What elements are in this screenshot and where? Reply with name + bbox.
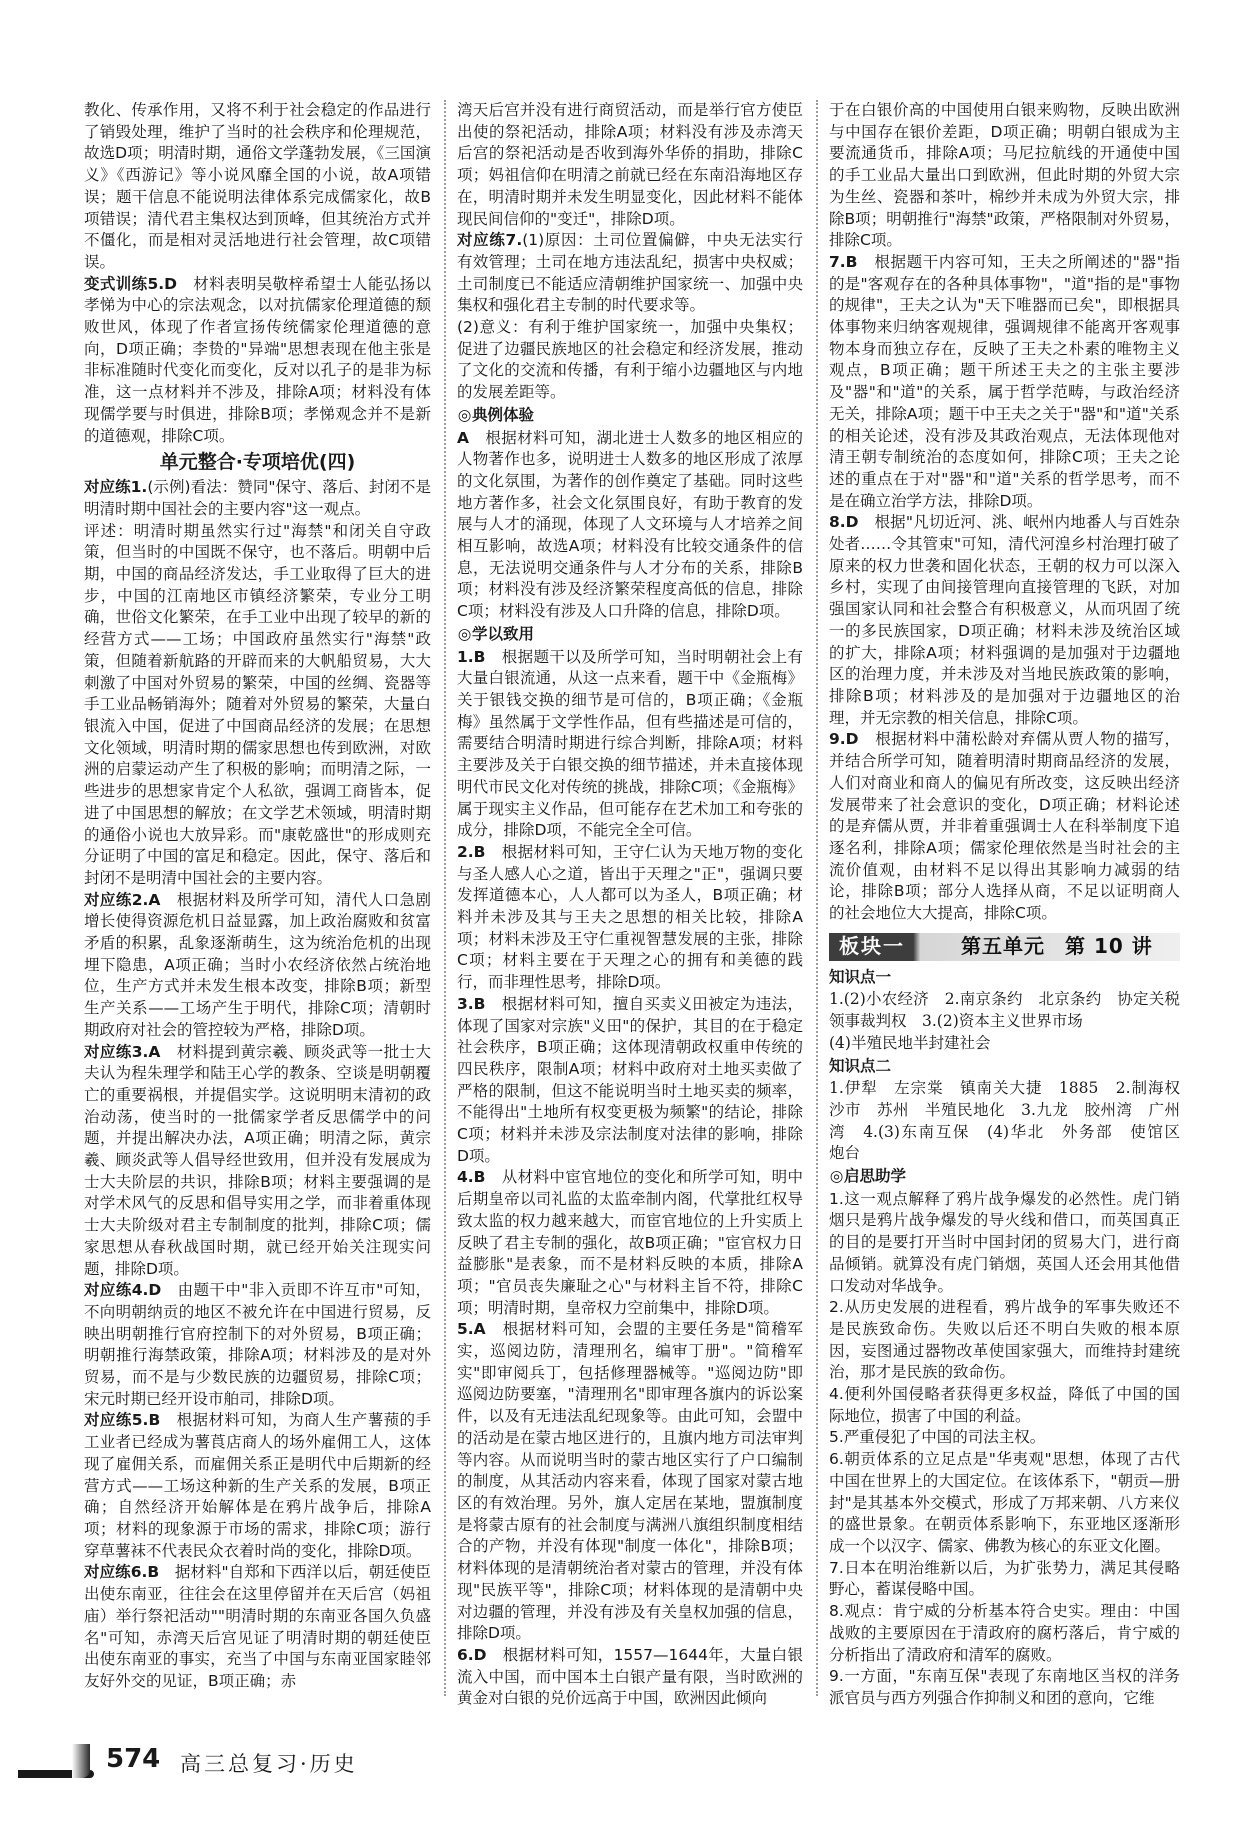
- column-divider: [444, 100, 446, 1696]
- fill-answers: (4)半殖民地半封建社会: [829, 1033, 991, 1052]
- answer-label: 对应练5.B: [84, 1411, 161, 1430]
- answer-item: [84, 1042, 431, 1281]
- answer-label: 3.B: [457, 994, 486, 1013]
- answer-item: [84, 890, 431, 1042]
- answer-text: 根据材料可知，王守仁认为天地万物的变化与圣人感人心之道，皆出于天理之"正"，强调只要发挥道德本心，人人都可以为圣人，B项正确；材料并未涉及其与王夫之思想的相关比较，排除A项；材料未涉及王守仁重视智慧发展的主张，排除C项；材料主要在于天理之心的拥有和美德的践行，而非理性思考，排除D项。: [457, 842, 803, 992]
- answer-label: 对应练1.: [84, 478, 148, 497]
- paragraph: 教化、传承作用，又将不利于社会稳定的作品进行了销毁处理，维护了当时的社会秩序和伦理规范，故选D项；明清时期，通俗文学蓬勃发展，《三国演义》《西游记》等小说风靡全国的小说，故A项错误；题干信息不能说明法律体系完成儒家化，故B项错误；清代君主集权达到顶峰，但其统治方式并不僵化，而是相对灵活地进行社会管理，故C项错误。: [84, 101, 431, 271]
- fill-answers: 1.伊犁 左宗棠 镇南关大捷 1885 2.制海权 沙市 苏州 半殖民地化 3.九龙 胶州湾 广州湾 4.(3)东南互保 (4)华北 外务部 使馆区 炮台: [829, 1079, 1196, 1163]
- answer-item: [457, 994, 803, 1168]
- answer-label: 对应练6.B: [84, 1563, 160, 1582]
- answer-item: [457, 428, 803, 623]
- answer-item: [84, 477, 431, 520]
- answer-label: 对应练4.D: [84, 1281, 162, 1300]
- answer-column-middle: [457, 100, 803, 1708]
- answer-text: 根据题干以及所学可知，当时明朝社会上有大量白银流通，从这一点来看，题干中《金瓶梅》关于银钱交换的细节是可信的，B项正确；《金瓶梅》虽然属于文学性作品，但有些描述是可信的，需要结合明清时期进行综合判断，排除A项；材料主要涉及关于白银交换的细节描述，并未直接体现明代市民文化对传统的挑战，排除C项；《金瓶梅》属于现实主义作品，但可能存在艺术加工和夸张的成分，排除D项，不能完全全可信。: [457, 647, 803, 840]
- ring-bullet-icon: ◎: [829, 1167, 844, 1186]
- answer-text: 由题干中"非入贡即不许互市"可知，不向明朝纳贡的地区不被允许在中国进行贸易，反映出明朝推行官府控制下的对外贸易，B项正确；明朝推行海禁政策，排除A项；材料涉及的是对外贸易，而不是与少数民族的边疆贸易，排除C项；宋元时期已经开设市舶司，排除D项。: [84, 1281, 431, 1408]
- answer-text: 根据材料可知，为商人生产薯蓣的手工业者已经成为薯莨店商人的场外雇佣工人，这体现了雇佣关系，而雇佣关系正是明代中后期新的经营方式——工场这种新的生产关系的发展，B项正确；自然经济开始解体是在鸦片战争后，排除A项；材料的现象源于市场的需求，排除C项；游行穿草薯袜不代表民众衣着时尚的变化，排除D项。: [84, 1411, 431, 1560]
- unit-label: 第五单元: [961, 933, 1045, 958]
- answer-item: 9.一方面，"东南互保"表现了东南地区当权的洋务派官员与西方列强合作抑制义和团的意向，它维: [829, 1667, 1180, 1707]
- answer-label: A: [457, 428, 469, 447]
- answer-label: 变式训练5.D: [84, 274, 178, 293]
- knowledge-heading: 知识点一: [829, 967, 892, 986]
- page-number: 574: [106, 1744, 161, 1774]
- answer-text: (示例)看法：赞同"保守、落后、封闭不是明清时期中国社会的主要内容"这一观点。: [84, 478, 431, 518]
- answer-item: [457, 1645, 803, 1710]
- answer-column-right: [829, 100, 1196, 1707]
- answer-text: 据材料"自郑和下西洋以后，朝廷使臣出使东南亚，往往会在这里停留并在天后宫（妈祖庙）举行祭祀活动""明清时期的东南亚各国久负盛名"可知，赤湾天后宫见证了明清时期的朝廷使臣出使东南亚的事实，充当了中国与东南亚国家睦邻友好外交的见证，B项正确；赤: [84, 1563, 431, 1690]
- answer-item: [457, 842, 803, 994]
- answer-item: [84, 1562, 431, 1692]
- answer-item: 2.从历史发展的进程看，鸦片战争的军事失败还不是民族致命伤。失败以后还不明白失败的根本原因，妄图通过器物改革使国家强大，而维持封建统治，那才是民族的致命伤。: [829, 1298, 1180, 1382]
- section-heading: ◎学以致用: [457, 624, 803, 646]
- paragraph: (2)意义：有利于维护国家统一，加强中央集权；促进了边疆民族地区的社会稳定和经济发展，推动了文化的交流和传播，有利于缩小边疆地区与内地的发展差距等。: [457, 318, 803, 402]
- answer-item: [457, 230, 803, 317]
- page-footer: [18, 1744, 418, 1788]
- answer-item: [457, 647, 803, 842]
- answer-item: [84, 1410, 431, 1562]
- answer-text: 根据材料可知，会盟的主要任务是"简稽军实，巡阅边防，清理刑名，编审丁册"。"简稽军实"即审阅兵丁，包括修理器械等。"巡阅边防"即巡阅边防要塞，"清理刑名"即审理各旗内的诉讼案件，以及有无违法乱纪现象等。由此可知，会盟中的活动是在蒙古地区进行的，且旗内地方司法审判等内容。从而说明当时的蒙古地区实行了户口编制的制度，从其活动内容来看，体现了国家对蒙古地区的有效治理。另外，旗人定居在某地，盟旗制度是将蒙古原有的社会制度与满洲八旗组织制度相结合的产物，并没有体现"制度一体化"，排除B项；材料体现的是清朝统治者对蒙古的管理，并没有体现"民族平等"，排除C项；材料体现的是清朝中央对边疆的管理，并没有涉及有关皇权加强的信息，排除D项。: [457, 1320, 803, 1643]
- answer-item: 6.朝贡体系的立足点是"华夷观"思想，体现了古代中国在世界上的大国定位。在该体系下，"朝贡—册封"是其基本外交模式，形成了万邦来朝、八方来仪的盛世景象。在朝贡体系影响下，东亚地区逐渐形成一个以汉字、儒家、佛教为核心的东亚文化圈。: [829, 1450, 1180, 1555]
- knowledge-heading: 知识点二: [829, 1056, 892, 1075]
- answer-text: 根据材料及所学可知，清代人口急剧增长使得资源危机日益显露，加上政治腐败和贫富矛盾的积累，乱象逐渐萌生，这为统治危机的出现埋下隐患，A项正确；当时小农经济依然占统治地位，生产方式并未发生根本改变，排除B项；新型生产关系——工场产生于明代，排除C项；清朝时期政府对社会的管控较为严格，排除D项。: [84, 890, 431, 1039]
- answer-item: 5.严重侵犯了中国的司法主权。: [829, 1428, 1046, 1447]
- answer-text: 从材料中宦官地位的变化和所学可知，明中后期皇帝以司礼监的太监牵制内阁，代掌批红权导致太监的权力越来越大，而宦官地位的上升实质上反映了君主专制的强化，故B项正确；"宦官权力日益膨胀"是表象，而不是材料反映的本质，排除A项；"官员丧失廉耻之心"与材料主旨不符，排除C项；明清时期，皇帝权力空前集中，排除D项。: [457, 1168, 803, 1317]
- answer-label: 6.D: [457, 1645, 487, 1664]
- ring-bullet-icon: ◎: [457, 405, 472, 424]
- answer-text: (1)原因：土司位置偏僻，中央无法实行有效管理；土司在地方违法乱纪，损害中央权威；土司制度已不能适应清朝维护国家统一、加强中央集权和强化君主专制的时代要求等。: [457, 231, 803, 315]
- paragraph: 评述：明清时期虽然实行过"海禁"和闭关自守政策，但当时的中国既不保守，也不落后。明朝中后期，中国的商品经济发达，手工业取得了巨大的进步，中国的江南地区市镇经济繁荣，专业分工明确，世俗文化繁荣，在手工业中出现了较早的新的经营方式——工场；中国政府虽然实行"海禁"政策，但随着新航路的开辟而来的大帆船贸易，大大刺激了中国对外贸易的繁荣，中国的丝绸、瓷器等手工业品畅销海外；随着对外贸易的繁荣，大量白银流入中国，促进了中国商品经济的发展；在思想文化领域，明清时期的儒家思想也传到欧洲，对欧洲的启蒙运动产生了积极的影响；而明清之际，一些进步的思想家肯定个人私欲，强调工商皆本，促进了中国思想的解放；在文学艺术领域，明清时期的通俗小说也大放异彩。而"康乾盛世"的形成则充分证明了中国的富足和稳定。因此，保守、落后和封闭不是明清中国社会的主要内容。: [84, 521, 431, 887]
- answer-item: 7.日本在明治维新以后，为扩张势力，满足其侵略野心，蓄谋侵略中国。: [829, 1558, 1180, 1599]
- fill-answers: 1.(2)小农经济 2.南京条约 北京条约 协定关税 领事裁判权 3.(2)资本主义世界市场: [829, 990, 1196, 1031]
- answer-label: 2.B: [457, 842, 486, 861]
- lecture-label: 第 10 讲: [1065, 933, 1153, 958]
- answer-text: 根据"凡切近河、洮、岷州内地番人与百姓杂处者……令其管束"可知，清代河湟乡村治理打破了原来的权力世袭和固化状态，王朝的权力可以深入乡村，实现了由间接管理向直接管理的飞跃，对加强国家认同和社会整合有积极意义，从而巩固了统一的多民族国家，D项正确；材料未涉及统治区域的扩大，排除A项；材料强调的是加强对于边疆地区的治理力度，并未涉及对当地民族政策的影响，排除B项；材料涉及的是加强对于边疆地区的治理，并无宗教的相关信息，排除C项。: [829, 513, 1180, 727]
- paragraph: 于在白银价高的中国使用白银来购物，反映出欧洲与中国存在银价差距，D项正确；明朝白银成为主要流通货币，排除A项；马尼拉航线的开通使中国的手工业品大量出口到欧洲，但此时期的外贸大宗为生丝、瓷器和茶叶，棉纱并未成为外贸大宗，排除B项；明朝推行"海禁"政策，严格限制对外贸易，排除C项。: [829, 101, 1180, 250]
- answer-text: 材料表明吴敬梓希望士人能弘扬以孝悌为中心的宗法观念，以对抗儒家伦理道德的颓败世风，体现了作者宣扬传统儒家伦理道德的意向，D项正确；李贽的"异端"思想表现在他主张是非标准随时代变化而变化，反对以孔子的是非为标准，这一点材料并不涉及，排除A项；材料没有体现儒学要与时俱进，排除B项；孝悌观念并不是新的道德观，排除C项。: [84, 274, 431, 445]
- answer-item: [829, 252, 1180, 512]
- answer-item: [829, 729, 1180, 924]
- section-heading: ◎启思助学: [829, 1166, 1180, 1188]
- answer-label: 对应练3.A: [84, 1042, 161, 1061]
- answer-item: [84, 274, 431, 448]
- answer-item: [829, 512, 1180, 729]
- answer-label: 8.D: [829, 513, 859, 532]
- paragraph: 湾天后宫并没有进行商贸活动，而是举行官方使臣出使的祭祀活动，排除A项；材料没有涉及赤湾天后宫的祭祀活动是否收到海外华侨的捐助，排除C项；妈祖信仰在明清之前就已经在东南沿海地区存在，明清时期并未发生明显变化，因此材料不能体现民间信仰的"变迁"，排除D项。: [457, 101, 803, 228]
- unit-title: 单元整合·专项培优(四): [159, 451, 356, 474]
- answer-label: 5.A: [457, 1320, 486, 1339]
- answer-text: 根据材料中蒲松龄对弃儒从贾人物的描写，并结合所学可知，随着明清时期商品经济的发展，人们对商业和商人的偏见有所改变，这反映出经济发展带来了社会意识的变化，D项正确；材料论述的是弃儒从贾，并非着重强调士人在科举制度下追逐名利，排除A项；儒家伦理依然是当时社会的主流价值观，由材料不足以得出其影响力减弱的结论，排除B项；部分人选择从商，不足以证明商人的社会地位大大提高，排除C项。: [829, 730, 1180, 923]
- answer-text: 材料提到黄宗羲、顾炎武等一批士大夫认为程朱理学和陆王心学的教条、空谈是明朝覆亡的重要祸根，并提倡实学。这说明明末清初的政治动荡，使当时的一批儒家学者反思儒学中的问题，并提出解决办法，A项正确；明清之际，黄宗羲、顾炎武等人倡导经世致用，但并没有发展成为士大夫阶层的共识，排除B项；材料主要强调的是对学术风气的反思和倡导实用之学，而非着重体现士大夫阶级对君主专制制度的批判，排除C项；儒家思想从春秋战国时期，就已经开始关注现实问题，排除D项。: [84, 1042, 431, 1278]
- answer-label: 1.B: [457, 647, 486, 666]
- answer-text: 根据材料可知，湖北进士人数多的地区相应的人物著作也多，说明进士人数多的地区形成了浓厚的文化氛围，为著作的创作奠定了基础。同时这些地方著作多，社会文化氛围良好，有助于教育的发展与人才的涌现，体现了人文环境与人才培养之间相互影响，故选A项；材料没有比较交通条件的信息，无法说明交通条件与人才分布的关系，排除B项；材料没有涉及经济繁荣程度高低的信息，排除C项；材料没有涉及人口升降的信息，排除D项。: [457, 428, 803, 621]
- answer-item: [457, 1319, 803, 1645]
- answer-text: 根据材料可知，擅自买卖义田被定为违法，体现了国家对宗族"义田"的保护，其目的在于稳定社会秩序，B项正确；这体现清朝政权重申传统的四民秩序，限制A项；材料中政府对土地买卖做了严格的限制，但这不能说明当时土地买卖的频率，不能得出"土地所有权变更极为频繁"的结论，排除C项；材料并未涉及宗法制度对法律的影响，排除D项。: [457, 994, 803, 1165]
- answer-item: [84, 1280, 431, 1410]
- answer-text: 根据材料可知，1557—1644年，大量白银流入中国，而中国本土白银产量有限，当时欧洲的黄金对白银的兑价远高于中国，欧洲因此倾向: [457, 1645, 803, 1708]
- answer-item: 4.便利外国侵略者获得更多权益，降低了中国的国际地位，损害了中国的利益。: [829, 1385, 1180, 1425]
- book-title: 高三总复习·历史: [180, 1752, 358, 1776]
- answer-label: 对应练7.: [457, 231, 523, 250]
- answer-item: 1.这一观点解释了鸦片战争爆发的必然性。虎门销烟只是鸦片战争爆发的导火线和借口，而英国真正的目的是要打开当时中国封闭的贸易大门，进行商品倾销。就算没有虎门销烟，英国人还会用其他借口发动对华战争。: [829, 1189, 1180, 1295]
- section-heading: ◎典例体验: [457, 405, 803, 427]
- answer-item: 8.观点：肯宁威的分析基本符合史实。理由：中国战败的主要原因在于清政府的腐朽落后，肯宁威的分析指出了清政府和清军的腐败。: [829, 1602, 1180, 1664]
- column-divider: [816, 100, 818, 1696]
- lecture-header-band: [829, 933, 1180, 961]
- answer-text: 根据题干内容可知，王夫之所阐述的"器"指的是"客观存在的各种具体事物"，"道"指的是"事物的规律"，王夫之认为"天下唯器而已矣"，即根据具体事物来归纳客观规律，强调规律不能离开客观事物本身而独立存在，反映了王夫之朴素的唯物主义观点，B项正确；题干所述王夫之的主张主要涉及"器"和"道"的关系，属于哲学范畴，与政治经济无关，排除A项；题干中王夫之关于"器"和"道"关系的相关论述，没有涉及其政治观点，无法体现他对清王朝专制统治的态度如何，排除C项；王夫之论述的重点在于对"器"和"道"关系的哲学思考，而不是在确立治学方法，排除D项。: [829, 252, 1180, 510]
- answer-item: [457, 1167, 803, 1319]
- answer-label: 4.B: [457, 1168, 486, 1187]
- page-curl-icon: [72, 1744, 90, 1778]
- answer-label: 对应练2.A: [84, 890, 161, 909]
- answer-label: 7.B: [829, 252, 858, 271]
- section-label: 板块一: [839, 933, 905, 958]
- ring-bullet-icon: ◎: [457, 624, 472, 643]
- answer-column-left: [84, 100, 431, 1700]
- answer-label: 9.D: [829, 730, 859, 749]
